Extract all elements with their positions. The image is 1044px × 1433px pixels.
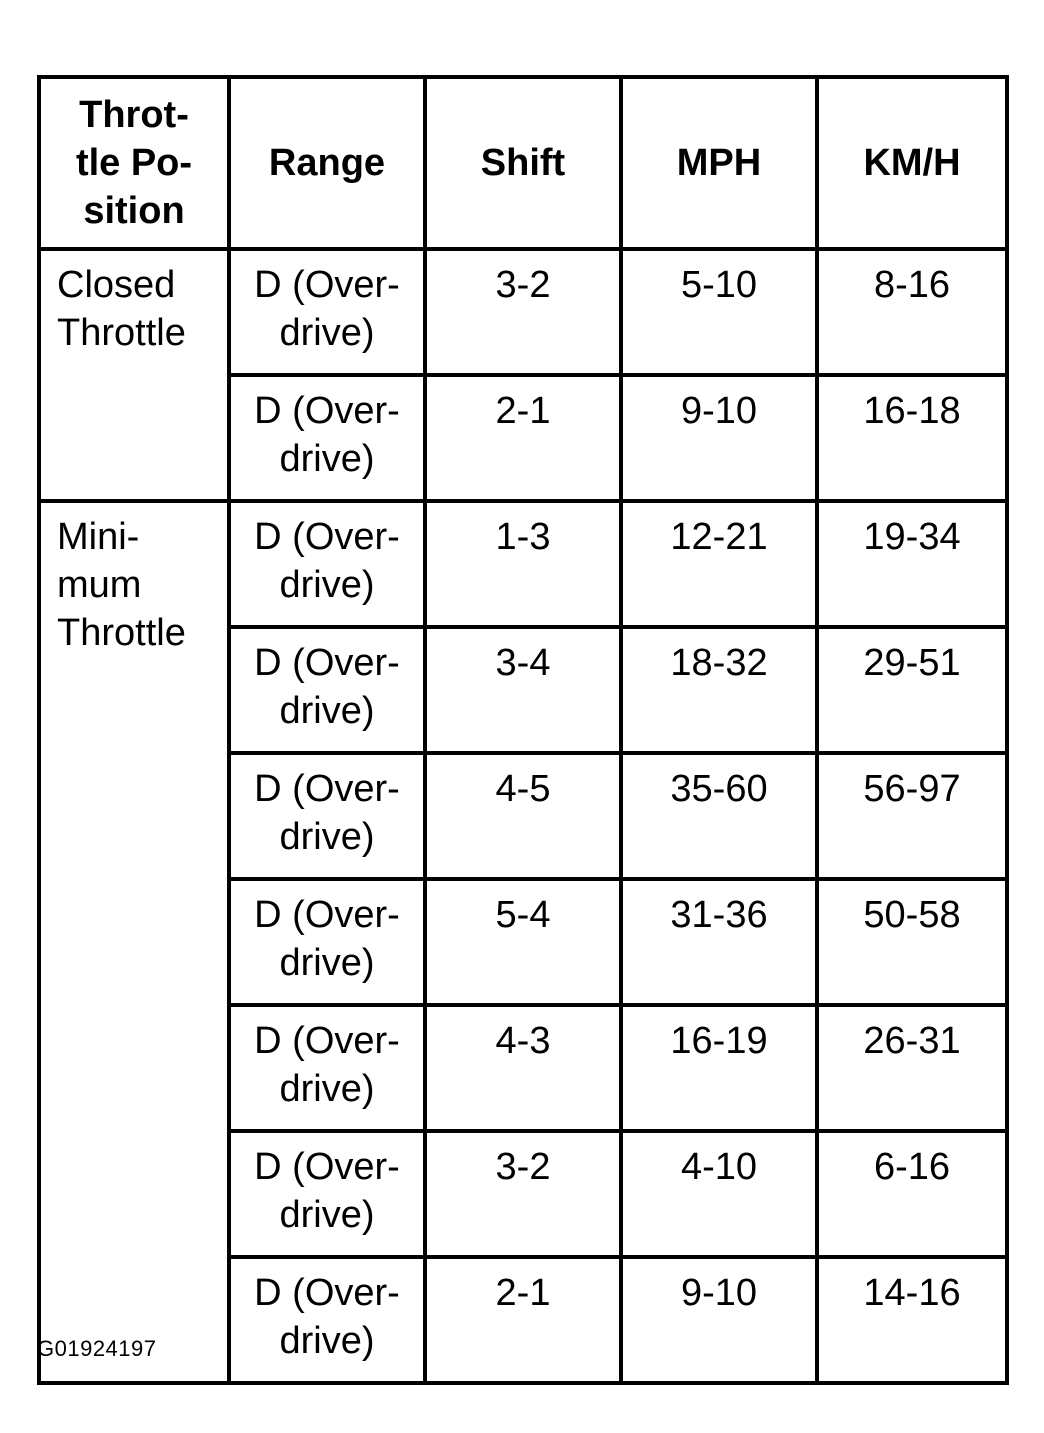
throttle-position-cell bbox=[39, 249, 229, 501]
range-line: D (Over- bbox=[254, 1146, 400, 1188]
table-row bbox=[39, 501, 1007, 627]
mph-cell: 31-36 bbox=[621, 879, 817, 1005]
shift-cell: 2-1 bbox=[425, 1257, 621, 1383]
shift-cell: 2-1 bbox=[425, 375, 621, 501]
kmh-cell: 16-18 bbox=[817, 375, 1007, 501]
range-cell bbox=[229, 1131, 425, 1257]
kmh-cell: 8-16 bbox=[817, 249, 1007, 375]
range-line: D (Over- bbox=[254, 1272, 400, 1314]
shift-cell: 3-2 bbox=[425, 1131, 621, 1257]
range-cell bbox=[229, 1005, 425, 1131]
mph-cell: 18-32 bbox=[621, 627, 817, 753]
figure-id: G01924197 bbox=[37, 1336, 157, 1361]
range-line: D (Over- bbox=[254, 642, 400, 684]
range-line: drive) bbox=[279, 1068, 375, 1110]
range-cell bbox=[229, 753, 425, 879]
kmh-cell: 26-31 bbox=[817, 1005, 1007, 1131]
header-throttle-line: sition bbox=[83, 190, 185, 232]
table-body bbox=[39, 249, 1007, 1383]
kmh-cell: 6-16 bbox=[817, 1131, 1007, 1257]
shift-cell: 4-5 bbox=[425, 753, 621, 879]
range-line: drive) bbox=[279, 312, 375, 354]
mph-cell: 9-10 bbox=[621, 375, 817, 501]
range-line: D (Over- bbox=[254, 1020, 400, 1062]
mph-cell: 5-10 bbox=[621, 249, 817, 375]
range-line: D (Over- bbox=[254, 768, 400, 810]
throttle-position-cell bbox=[39, 501, 229, 1383]
range-line: drive) bbox=[279, 564, 375, 606]
range-line: drive) bbox=[279, 1194, 375, 1236]
range-line: drive) bbox=[279, 942, 375, 984]
mph-cell: 16-19 bbox=[621, 1005, 817, 1131]
mph-cell: 12-21 bbox=[621, 501, 817, 627]
range-line: D (Over- bbox=[254, 516, 400, 558]
header-kmh: KM/H bbox=[817, 77, 1007, 249]
header-row bbox=[39, 77, 1007, 249]
range-cell bbox=[229, 375, 425, 501]
range-line: D (Over- bbox=[254, 264, 400, 306]
shift-cell: 1-3 bbox=[425, 501, 621, 627]
header-throttle-line: Throt- bbox=[79, 94, 189, 136]
mph-cell: 35-60 bbox=[621, 753, 817, 879]
mph-cell: 9-10 bbox=[621, 1257, 817, 1383]
range-cell bbox=[229, 249, 425, 375]
shift-cell: 3-2 bbox=[425, 249, 621, 375]
range-line: D (Over- bbox=[254, 390, 400, 432]
range-line: drive) bbox=[279, 816, 375, 858]
header-shift: Shift bbox=[425, 77, 621, 249]
throttle-position-line: Mini- bbox=[57, 516, 140, 558]
range-line: D (Over- bbox=[254, 894, 400, 936]
table-row bbox=[39, 249, 1007, 375]
kmh-cell: 50-58 bbox=[817, 879, 1007, 1005]
header-mph: MPH bbox=[621, 77, 817, 249]
shift-speed-table bbox=[37, 75, 1009, 1385]
range-line: drive) bbox=[279, 690, 375, 732]
throttle-position-line: Throttle bbox=[57, 312, 186, 354]
kmh-cell: 14-16 bbox=[817, 1257, 1007, 1383]
kmh-cell: 19-34 bbox=[817, 501, 1007, 627]
kmh-cell: 56-97 bbox=[817, 753, 1007, 879]
throttle-position-line: Throttle bbox=[57, 612, 186, 654]
range-cell bbox=[229, 627, 425, 753]
header-range: Range bbox=[229, 77, 425, 249]
throttle-position-line: mum bbox=[57, 564, 142, 606]
shift-cell: 3-4 bbox=[425, 627, 621, 753]
shift-cell: 5-4 bbox=[425, 879, 621, 1005]
range-cell bbox=[229, 1257, 425, 1383]
throttle-position-line: Closed bbox=[57, 264, 176, 306]
range-line: drive) bbox=[279, 438, 375, 480]
header-throttle-line: tle Po- bbox=[75, 142, 193, 184]
header-throttle-position bbox=[39, 77, 229, 249]
range-cell bbox=[229, 879, 425, 1005]
range-cell bbox=[229, 501, 425, 627]
shift-cell: 4-3 bbox=[425, 1005, 621, 1131]
range-line: drive) bbox=[279, 1320, 375, 1362]
mph-cell: 4-10 bbox=[621, 1131, 817, 1257]
kmh-cell: 29-51 bbox=[817, 627, 1007, 753]
